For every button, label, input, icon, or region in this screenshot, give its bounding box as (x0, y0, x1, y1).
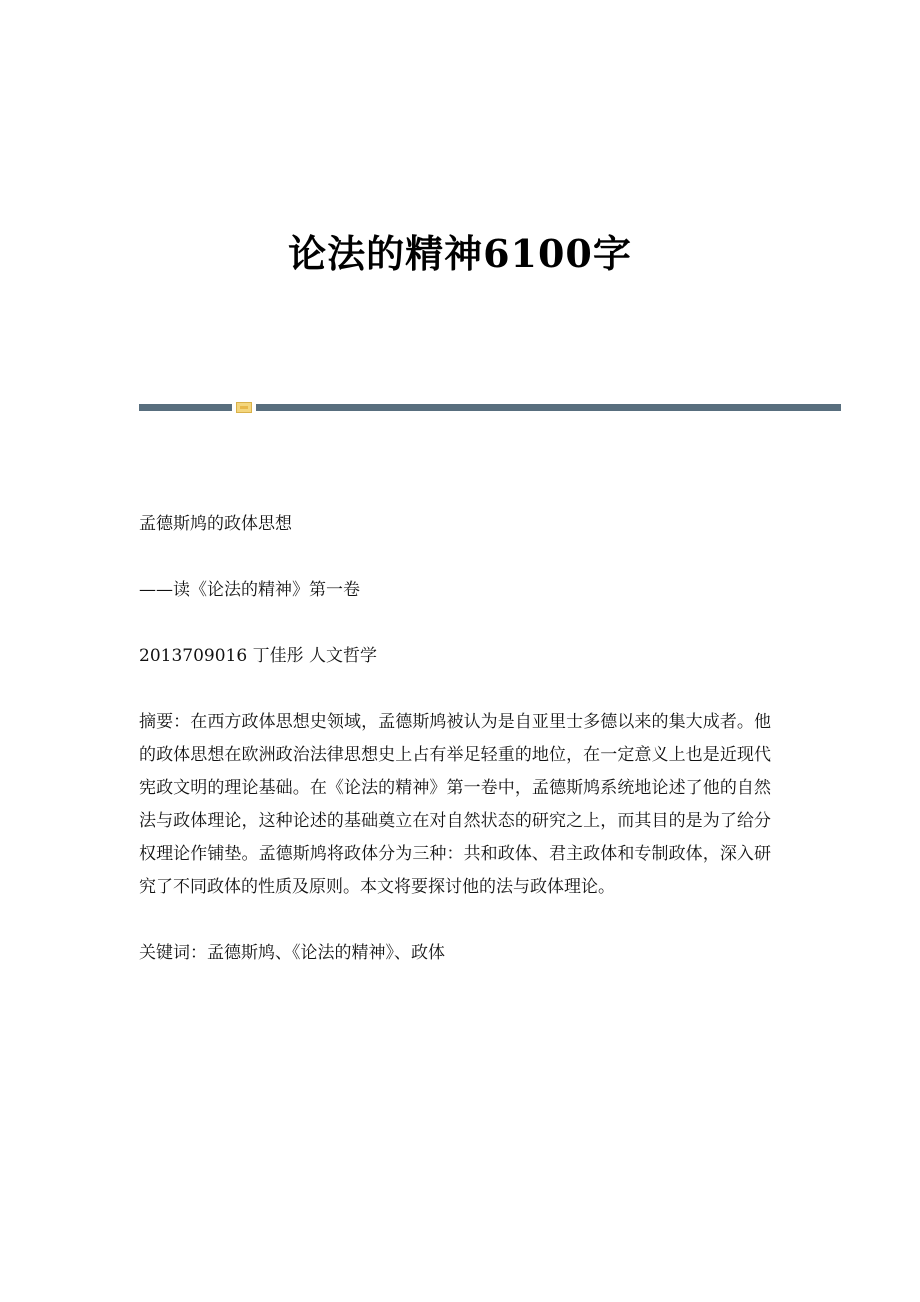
divider-bar-left (139, 404, 232, 411)
abstract-paragraph: 摘要：在西方政体思想史领域，孟德斯鸠被认为是自亚里士多德以来的集大成者。他的政体思想在欧洲政治法律思想史上占有举足轻重的地位，在一定意义上也是近现代宪政文明的理论基础。在《论法的精神》第一卷中，孟德斯鸠系统地论述了他的自然法与政体理论，这种论述的基础奠立在对自然状态的研究之上，而其目的是为了给分权理论作铺垫。孟德斯鸠将政体分为三种：共和政体、君主政体和专制政体，深入研究了不同政体的性质及原则。本文将要探讨他的法与政体理论。 (139, 712, 771, 897)
author-info: 2013709016 丁佳彤 人文哲学 (139, 646, 377, 666)
divider-ornament-icon (236, 402, 252, 413)
divider-bar-right (256, 404, 841, 411)
section-subheading: ——读《论法的精神》第一卷 (139, 580, 360, 600)
title-divider (139, 402, 841, 412)
document-body (139, 508, 779, 970)
keywords-line: 关键词：孟德斯鸠、《论法的精神》、政体 (139, 943, 445, 963)
section-heading: 孟德斯鸠的政体思想 (139, 514, 292, 534)
document-title: 论法的精神6100字 (288, 231, 632, 276)
